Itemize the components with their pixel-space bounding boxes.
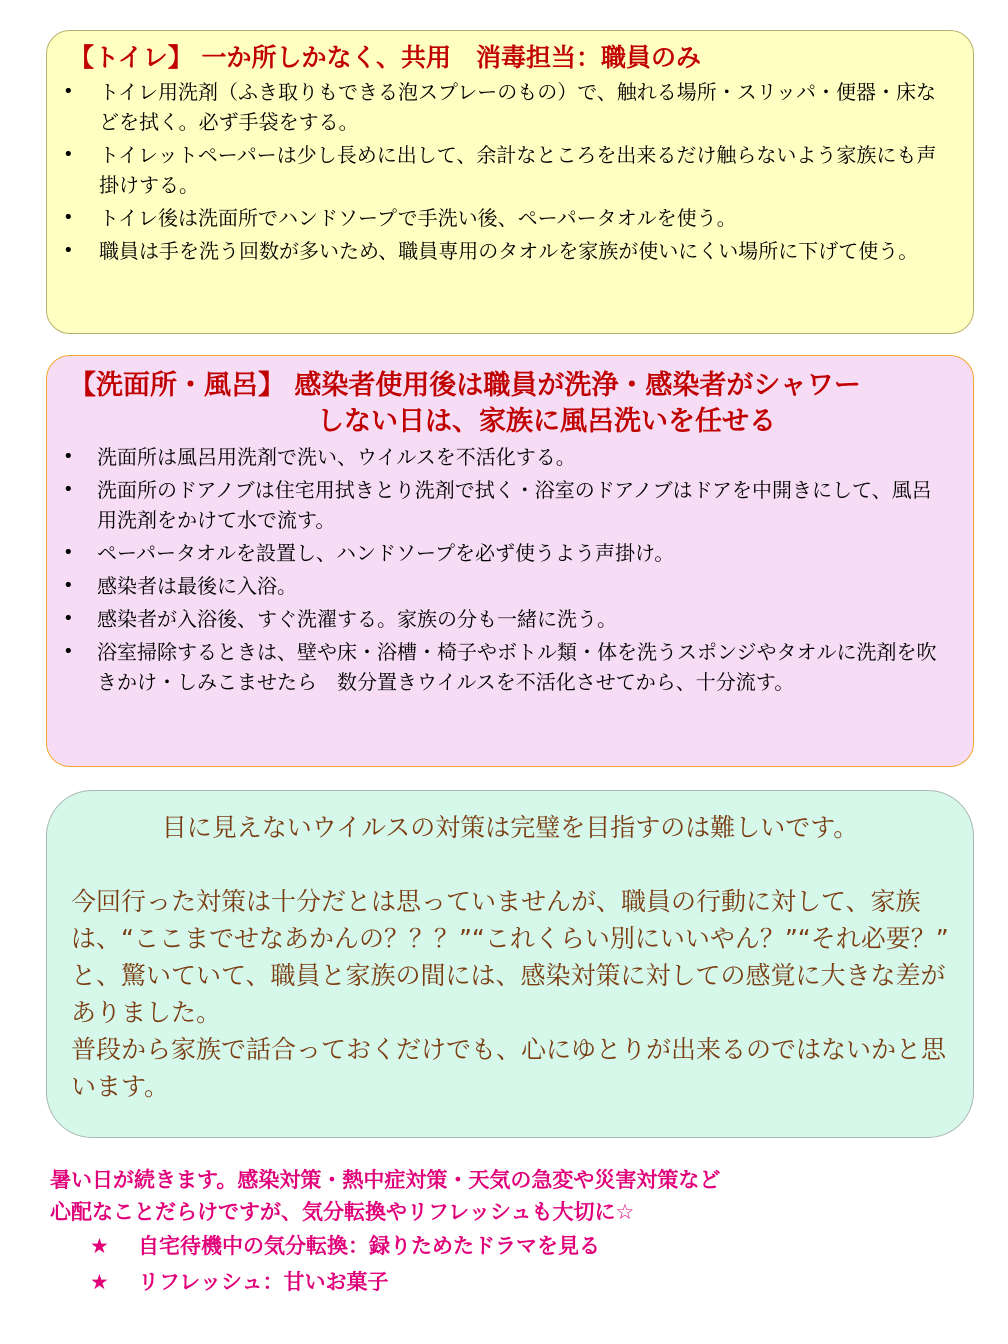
footer-message — [50, 1164, 970, 1300]
toilet-section — [46, 30, 974, 334]
list-item: • 洗面所のドアノブは住宅用拭きとり洗剤で拭く・浴室のドアノブはドアを中開きにして、風呂用洗剤をかけて水で流す。 — [69, 475, 951, 535]
bath-list — [69, 442, 951, 697]
bath-section — [46, 355, 974, 767]
list-item: • 洗面所は風呂用洗剤で洗い、ウイルスを不活化する。 — [69, 442, 951, 472]
summary-section — [46, 790, 974, 1138]
star-icon: ★ — [90, 1270, 109, 1294]
toilet-title: 【トイレ】 一か所しかなく、共用 消毒担当：職員のみ — [69, 43, 701, 72]
footer-star-text: リフレッシュ：甘いお菓子 — [138, 1270, 389, 1294]
footer-star-item — [50, 1264, 970, 1300]
footer-star-item — [50, 1228, 970, 1264]
list-item: • 感染者は最後に入浴。 — [69, 571, 951, 601]
footer-line: 暑い日が続きます。感染対策・熱中症対策・天気の急変や災害対策など — [50, 1168, 721, 1192]
summary-paragraph: 普段から家族で話合っておくだけでも、心にゆとりが出来るのではないかと思います。 — [71, 1035, 947, 1101]
list-item: • 職員は手を洗う回数が多いため、職員専用のタオルを家族が使いにくい場所に下げて使う。 — [69, 236, 951, 266]
bath-title-line2: しない日は、家族に風呂洗いを任せる — [317, 406, 776, 437]
list-item: • 浴室掃除するときは、壁や床・浴槽・椅子やボトル類・体を洗うスポンジやタオルに洗剤を吹きかけ・しみこませたら 数分置きウイルスを不活化させてから、十分流す。 — [69, 637, 951, 697]
bath-title — [69, 368, 951, 440]
bath-title-line1: 【洗面所・風呂】 感染者使用後は職員が洗浄・感染者がシャワー — [69, 370, 861, 401]
toilet-list — [69, 77, 951, 266]
list-item: • 感染者が入浴後、すぐ洗濯する。家族の分も一緒に洗う。 — [69, 604, 951, 634]
summary-paragraph: 今回行った対策は十分だとは思っていませんが、職員の行動に対して、家族は、“ここまでせなあかんの？？？”“これくらい別にいいやん？”“それ必要？” と、驚いていて、職員と家族の間には、感染対策に対しての感覚に大きな差がありました。 — [71, 887, 949, 1027]
summary-heading: 目に見えないウイルスの対策は完璧を目指すのは難しいです。 — [161, 813, 859, 842]
list-item: • トイレ後は洗面所でハンドソープで手洗い後、ペーパータオルを使う。 — [69, 203, 951, 233]
footer-line: 心配なことだらけですが、気分転換やリフレッシュも大切に☆ — [50, 1200, 635, 1224]
list-item: • ペーパータオルを設置し、ハンドソープを必ず使うよう声掛け。 — [69, 538, 951, 568]
star-icon: ★ — [90, 1234, 109, 1258]
list-item: • トイレットペーパーは少し長めに出して、余計なところを出来るだけ触らないよう家族にも声掛けする。 — [69, 140, 951, 200]
footer-star-text: 自宅待機中の気分転換：録りためたドラマを見る — [138, 1234, 600, 1258]
list-item: • トイレ用洗剤（ふき取りもできる泡スプレーのもの）で、触れる場所・スリッパ・便器・床などを拭く。必ず手袋をする。 — [69, 77, 951, 137]
